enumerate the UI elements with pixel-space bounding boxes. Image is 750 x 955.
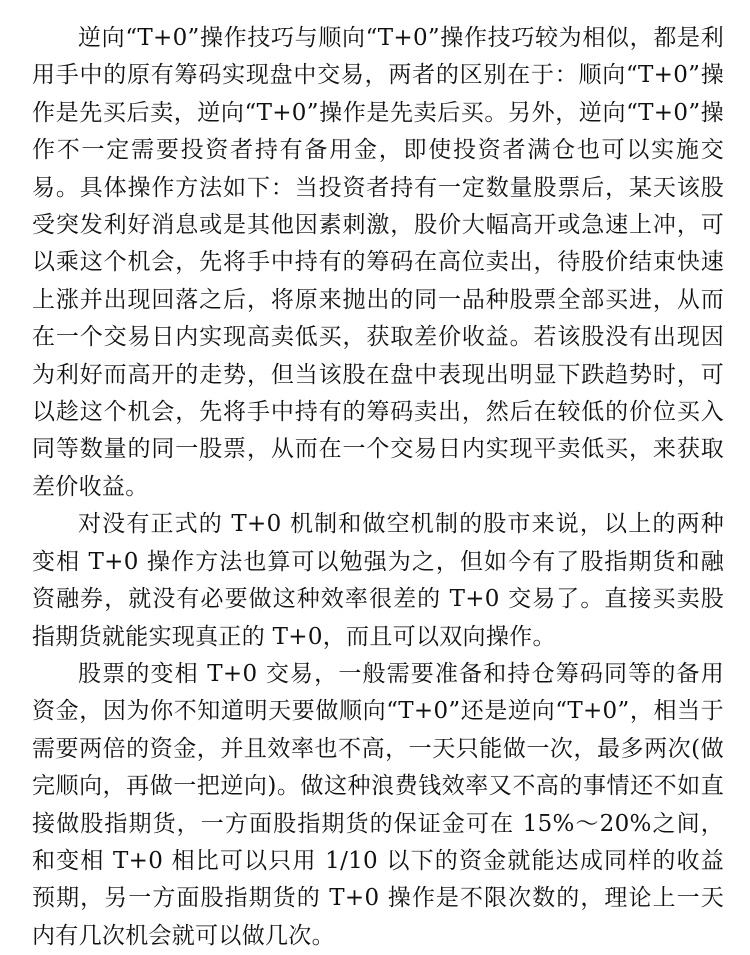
- paragraph-reverse-t0: 逆向“T+0”操作技巧与顺向“T+0”操作技巧较为相似，都是利用手中的原有筹码实现盘中交易，两者的区别在于：顺向“T+0”操作是先买后卖，逆向“T+0”操作是先卖后买。另外，逆向“T+0”操作不一定需要投资者持有备用金，即使投资者满仓也可以实施交易。具体操作方法如下：当投资者持有一定数量股票后，某天该股受突发利好消息或是其他因素刺激，股价大幅高开或急速上冲，可以乘这个机会，先将手中持有的筹码在高位卖出，待股价结束快速上涨并出现回落之后，将原来抛出的同一品种股票全部买进，从而在一个交易日内实现高卖低买，获取差价收益。若该股没有出现因为利好而高开的走势，但当该股在盘中表现出明显下跌趋势时，可以趁这个机会，先将手中持有的筹码卖出，然后在较低的价位买入同等数量的同一股票，从而在一个交易日内实现平卖低买，来获取差价收益。: [32, 25, 724, 500]
- document-page: [32, 20, 724, 955]
- paragraph-index-futures: 对没有正式的 T+0 机制和做空机制的股市来说，以上的两种变相 T+0 操作方法也算可以勉强为之，但如今有了股指期货和融资融券，就没有必要做这种效率很差的 T+0 交易了。直接买卖股指期货就能实现真正的 T+0，而且可以双向操作。: [32, 511, 724, 650]
- paragraph-capital-efficiency: 股票的变相 T+0 交易，一般需要准备和持仓筹码同等的备用资金，因为你不知道明天要做顺向“T+0”还是逆向“T+0”，相当于需要两倍的资金，并且效率也不高，一天只能做一次，最多两次(做完顺向，再做一把逆向)。做这种浪费钱效率又不高的事情还不如直接做股指期货，一方面股指期货的保证金可在 15%～20%之间，和变相 T+0 相比可以只用 1/10 以下的资金就能达成同样的收益预期，另一方面股指期货的 T+0 操作是不限次数的，理论上一天内有几次机会就可以做几次。: [32, 660, 724, 949]
